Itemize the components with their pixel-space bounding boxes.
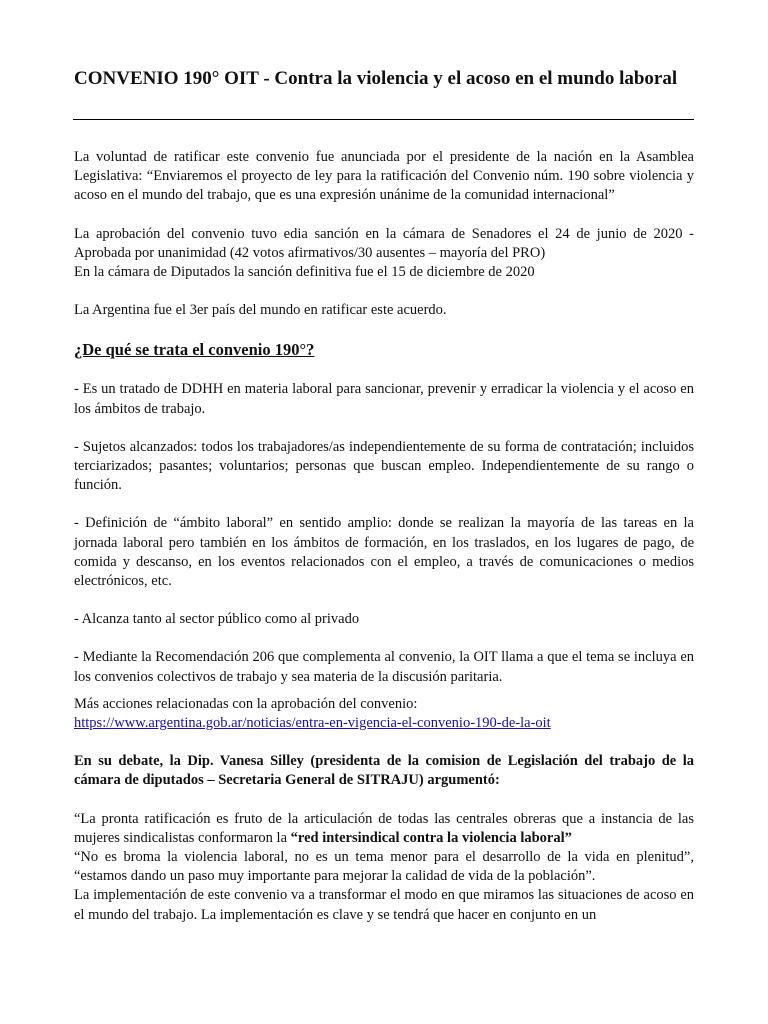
quote-1-bold: “red intersindical contra la violencia laboral” xyxy=(290,829,572,846)
section-heading: ¿De qué se trata el convenio 190°? xyxy=(74,340,315,360)
list-item: - Definición de “ámbito laboral” en sentido amplio: donde se realizan la mayoría de las tareas en la jornada laboral pero también en los ámbitos de formación, en los traslados, en los lugares de pago, de comida y descanso, en los eventos relacionados con el empleo, a través de comunicaciones o medios electrónicos, etc. xyxy=(74,515,694,590)
list-item: - Mediante la Recomendación 206 que complementa al convenio, la OIT llama a que el tema se incluya en los convenios colectivos de trabajo y sea materia de la discusión paritaria. xyxy=(74,649,694,685)
document-title: CONVENIO 190° OIT - Contra la violencia y el acoso en el mundo laboral xyxy=(74,68,678,89)
more-actions-link[interactable]: https://www.argentina.gob.ar/noticias/entra-en-vigencia-el-convenio-190-de-la-oit xyxy=(74,715,551,732)
list-item: - Alcanza tanto al sector público como al privado xyxy=(74,611,360,628)
quote-1-text: “La pronta ratificación es fruto de la articulación de todas las centrales obreras que a instancia de las mujeres sindicalistas conformaron la xyxy=(74,810,694,846)
quote-paragraph-1 xyxy=(74,810,694,848)
intro-paragraph-deputies: En la cámara de Diputados la sanción definitiva fue el 15 de diciembre de 2020 xyxy=(74,264,535,281)
list-item: - Sujetos alcanzados: todos los trabajadores/as independientemente de su forma de contratación; incluidos terciarizados; pasantes; voluntarios; personas que buscan empleo. Independientemente de su rango o función. xyxy=(74,438,694,494)
intro-paragraph-ranking: La Argentina fue el 3er país del mundo en ratificar este acuerdo. xyxy=(74,302,447,319)
list-item: - Es un tratado de DDHH en materia laboral para sancionar, prevenir y erradicar la violencia y el acoso en los ámbitos de trabajo. xyxy=(74,381,694,417)
debate-lead: En su debate, la Dip. Vanesa Silley (presidenta de la comision de Legislación del trabajo de la cámara de diputados – Secretaria General de SITRAJU) argumentó: xyxy=(74,753,694,789)
intro-paragraph-senate: La aprobación del convenio tuvo edia sanción en la cámara de Senadores el 24 de junio de 2020 - Aprobada por unanimidad (42 votos afirmativos/30 ausentes – mayoría del PRO) xyxy=(74,225,694,261)
quote-paragraph-2: “No es broma la violencia laboral, no es un tema menor para el desarrollo de la vida en plenitud”, “estamos dando un paso muy importante para mejorar la calidad de vida de la población”. xyxy=(74,849,694,885)
title-underline-rule xyxy=(73,119,694,120)
quote-paragraph-3: La implementación de este convenio va a transformar el modo en que miramos las situaciones de acoso en el mundo del trabajo. La implementación es clave y se tendrá que hacer en conjunto en un xyxy=(74,887,694,923)
intro-paragraph-announcement: La voluntad de ratificar este convenio fue anunciada por el presidente de la nación en la Asamblea Legislativa: “Enviaremos el proyecto de ley para la ratificación del Convenio núm. 190 sobre violencia y acoso en el mundo del trabajo, que es una expresión unánime de la comunidad internacional” xyxy=(74,149,694,204)
document-body xyxy=(74,148,694,925)
more-actions-label: Más acciones relacionadas con la aprobación del convenio: xyxy=(74,695,418,712)
